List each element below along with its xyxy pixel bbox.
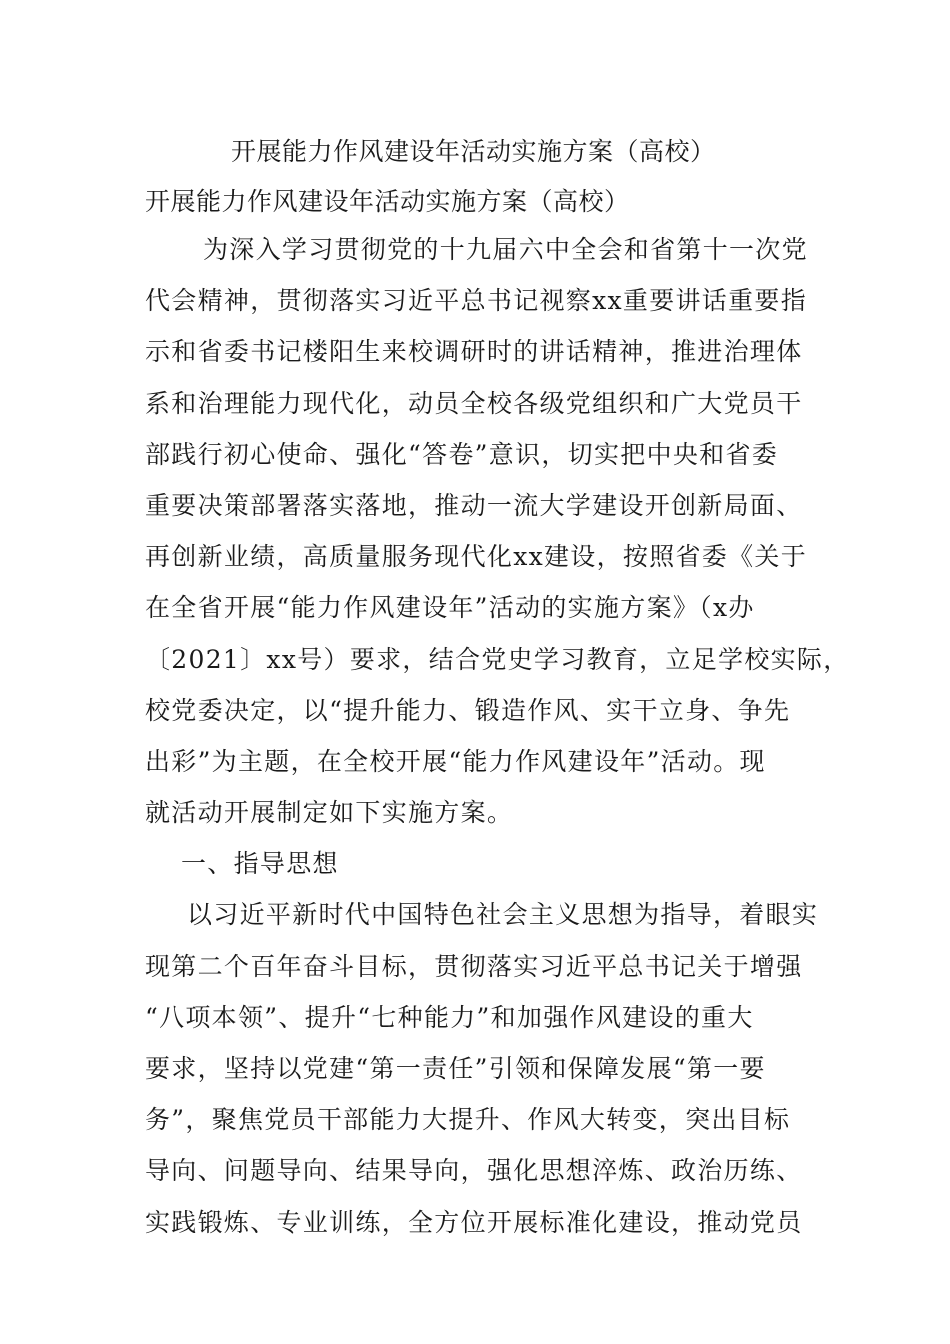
paragraph-line: 再创新业绩，高质量服务现代化xx建设，按照省委《关于 [145,542,808,572]
paragraph-line: 系和治理能力现代化，动员全校各级党组织和广大党员干 [145,388,803,418]
section-heading: 一、指导思想 [181,849,339,879]
document-title: 开展能力作风建设年活动实施方案（高校） [231,137,716,166]
paragraph-line: “八项本领”、提升“七种能力”和加强作风建设的重大 [145,1002,754,1032]
paragraph-line: 以习近平新时代中国特色社会主义思想为指导，着眼实 [187,900,819,930]
paragraph-line: 现第二个百年奋斗目标，贯彻落实习近平总书记关于增强 [145,951,803,981]
paragraph-line: 示和省委书记楼阳生来校调研时的讲话精神，推进治理体 [145,337,803,367]
paragraph-line: 〔2021〕xx号）要求，结合党史学习教育，立足学校实际， [145,644,850,674]
paragraph-line: 部践行初心使命、强化“答卷”意识，切实把中央和省委 [145,439,779,469]
paragraph-line: 要求，坚持以党建“第一责任”引领和保障发展“第一要 [145,1054,766,1083]
paragraph-line: 就活动开展制定如下实施方案。 [145,798,514,828]
paragraph-line: 校党委决定，以“提升能力、锻造作风、实干立身、争先 [145,695,791,725]
document-body [145,232,850,1256]
paragraph-line: 出彩”为主题，在全校开展“能力作风建设年”活动。现 [145,746,766,776]
document-subtitle: 开展能力作风建设年活动实施方案（高校） [145,187,630,216]
paragraph-line: 务”，聚焦党员干部能力大提升、作风大转变，突出目标 [145,1105,791,1135]
paragraph-line: 导向、问题导向、结果导向，强化思想淬炼、政治历练、 [145,1156,803,1186]
paragraph-line: 实践锻炼、专业训练，全方位开展标准化建设，推动党员 [145,1207,803,1237]
paragraph-line: 重要决策部署落实落地，推动一流大学建设开创新局面、 [145,490,803,520]
paragraph-line: 在全省开展“能力作风建设年”活动的实施方案》（x办 [145,593,755,623]
paragraph-line: 为深入学习贯彻党的十九届六中全会和省第十一次党 [203,235,808,264]
paragraph-line: 代会精神，贯彻落实习近平总书记视察xx重要讲话重要指 [145,286,808,316]
